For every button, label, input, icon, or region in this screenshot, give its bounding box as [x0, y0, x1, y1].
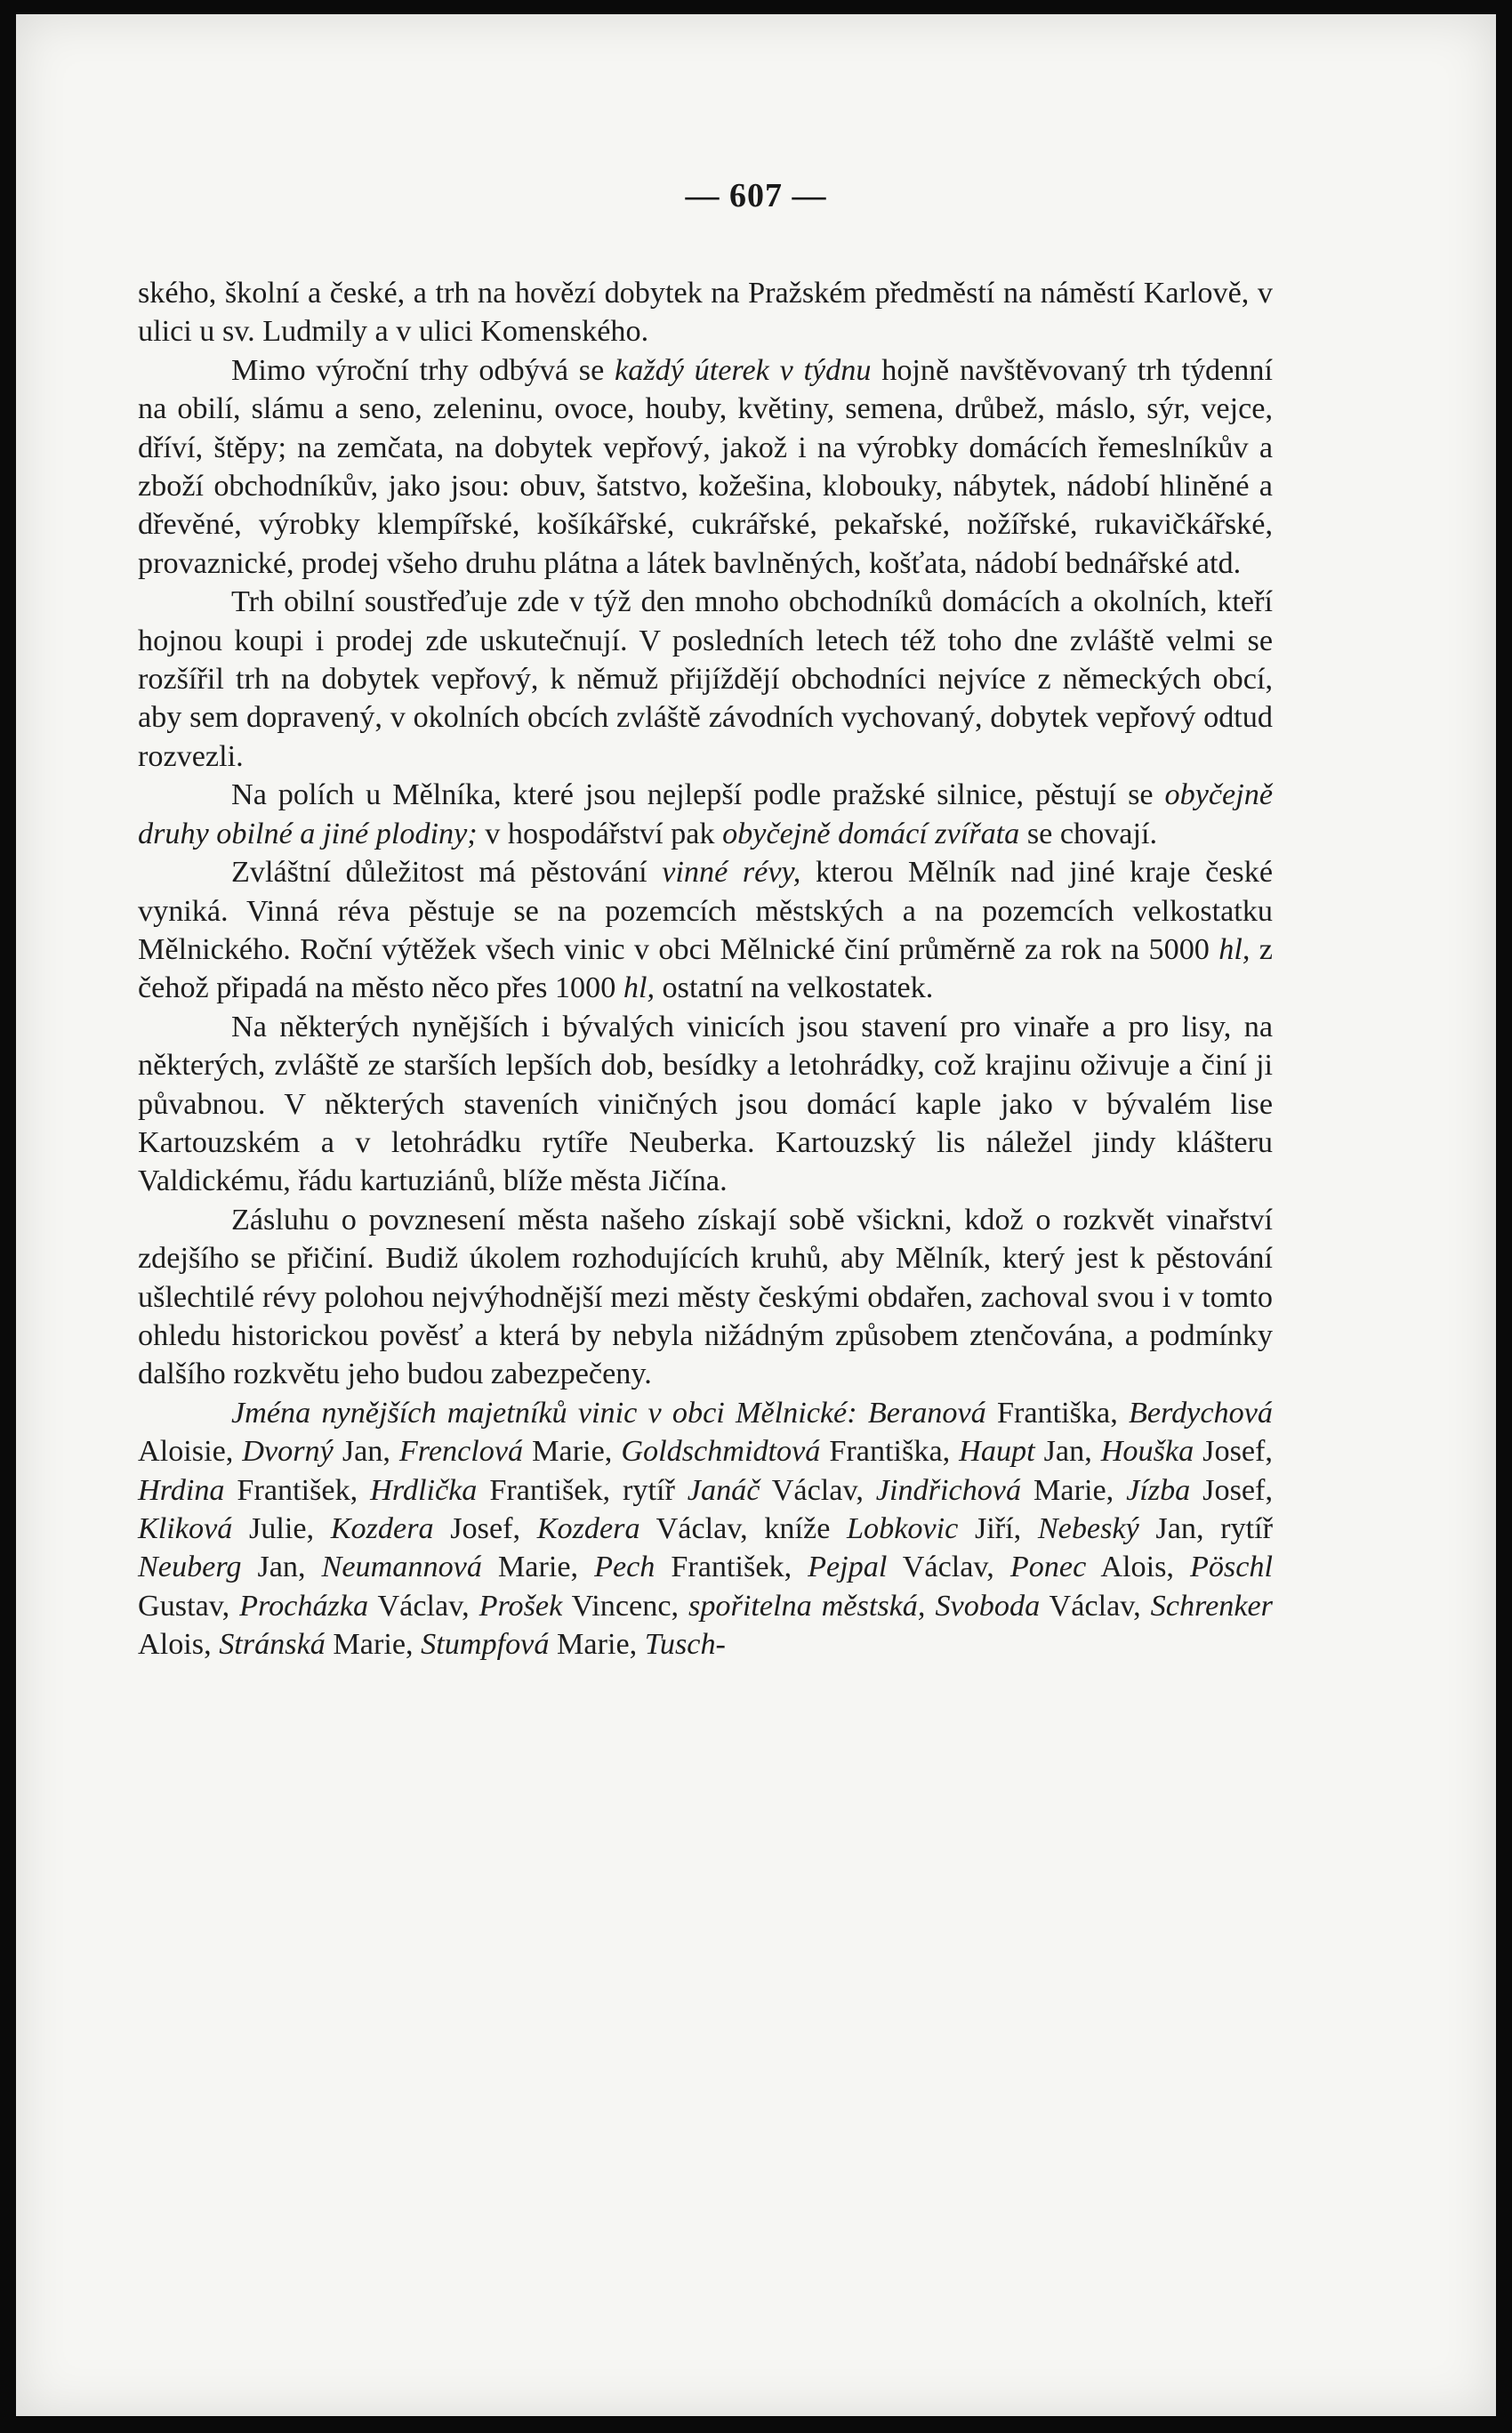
owner-name: Svoboda [935, 1589, 1041, 1623]
paragraph-1: ského, školní a české, a trh na hovězí dobytek na Pražském předměstí na náměstí Karlově, v ulici u sv. Ludmily a v ulici Komenského. [138, 277, 1273, 349]
text-segment: Julie, [232, 1512, 331, 1545]
owner-name: Prošek [479, 1589, 563, 1623]
text-segment: Vincenc, [562, 1589, 689, 1623]
emphasis: Jména nynějších majetníků vinic v obci Mělnické: Beranová [231, 1396, 986, 1430]
owner-name: Kliková [138, 1512, 233, 1545]
owner-name: Neumannová [321, 1551, 482, 1584]
text-segment: Jiří, [958, 1512, 1038, 1545]
owner-name: Kozdera [536, 1512, 640, 1545]
owner-name: Pejpal [808, 1551, 888, 1584]
owner-name: Haupt [959, 1435, 1035, 1469]
text-segment: Václav, [368, 1589, 479, 1623]
text-segment: Jan, [1034, 1435, 1101, 1469]
owner-name: Nebeský [1037, 1512, 1139, 1545]
owner-name: spořitelna městská, [688, 1589, 926, 1623]
text-segment: Marie, [549, 1628, 645, 1662]
emphasis: vinné révy, [662, 856, 801, 890]
owner-name: Schrenker [1150, 1589, 1273, 1623]
text-segment: Jan, rytíř [1138, 1512, 1273, 1545]
owner-name: Ponec [1009, 1551, 1087, 1584]
owner-name: Hrdina [138, 1473, 225, 1507]
paragraph-2 [138, 351, 1273, 583]
text-segment: kterou Mělník nad jiné kraje české vyniká. Vinná réva pěstuje se na pozemcích městských a na pozemcích velkostatku Mělnického. Roční výtěžek všech vinic v obci Mělnické činí průměrně za rok na 5000 [138, 856, 1273, 966]
text-segment: Josef, [433, 1512, 537, 1545]
paragraph-7: Zásluhu o povznesení města našeho získají sobě všickni, kdož o rozkvět vinařství zdejšího se přičiní. Budiž úkolem rozhodujících kruhů, aby Mělník, který jest k pěstování ušlechtilé révy polohou nejvýhodnější mezi městy českými obdařen, zachoval svou i v tomto ohledu historickou pověsť a která by nebyla nižádným způsobem ztenčována, a podmínky dalšího rozkvětu jeho budou zabezpečeny. [138, 1203, 1273, 1391]
owner-name: Tusch- [644, 1628, 726, 1662]
text-segment: Josef, [1194, 1435, 1273, 1469]
book-page [16, 14, 1496, 2416]
paragraph-8-owners-list [138, 1394, 1273, 1664]
owner-name: Stumpfová [421, 1628, 550, 1662]
owner-name: Stránská [219, 1628, 326, 1662]
emphasis: každý úterek v týdnu [615, 353, 872, 387]
owner-name: Goldschmidtová [621, 1435, 821, 1469]
text-segment: Alois, [138, 1628, 220, 1662]
page-number: — 607 — [685, 177, 827, 214]
text-segment: Jan, [241, 1551, 322, 1584]
text-segment: Mimo výroční trhy odbývá se [231, 353, 615, 387]
text-segment: Františka, [985, 1396, 1129, 1430]
text-segment: František, rytíř [477, 1473, 688, 1507]
owner-name: Dvorný [242, 1435, 334, 1469]
paragraph-6: Na některých nynějších i bývalých vinicích jsou stavení pro vinaře a pro lisy, na některých, zvláště ze starších lepších dob, besídky a letohrádky, což krajinu oživuje a činí ji půvabnou. V některých staveních viničných jsou domácí kaple jako v bývalém lise Kartouzském a v letohrádku rytíře Neuberka. Kartouzský lis náležel jindy klášteru Valdickému, řádu kartuziánů, blíže města Jičína. [138, 1010, 1273, 1198]
body-text [138, 274, 1273, 1664]
owner-name: Pech [594, 1551, 655, 1584]
owner-name: Hrdlička [370, 1473, 478, 1507]
text-segment: Zvláštní důležitost má pěstování [231, 856, 663, 890]
owner-name: Neuberg [138, 1551, 242, 1584]
text-segment: Alois, [1086, 1551, 1190, 1584]
text-segment: se chovají. [1019, 817, 1158, 850]
text-segment: Gustav, [138, 1589, 240, 1623]
text-segment: Marie, [325, 1628, 422, 1662]
owner-name: Jindřichová [875, 1473, 1022, 1507]
text-segment: ostatní na velkostatek. [655, 971, 934, 1005]
owner-name: Lobkovic [847, 1512, 959, 1545]
text-segment [925, 1590, 935, 1623]
text-segment: Václav, [887, 1551, 1010, 1584]
text-segment: v hospodářství pak [477, 817, 723, 850]
paragraph-5 [138, 853, 1273, 1008]
text-segment: Marie, [481, 1551, 595, 1584]
owner-name: Houška [1100, 1435, 1194, 1469]
emphasis: obyčejně domácí zvířata [722, 817, 1020, 850]
owner-name: Pöschl [1189, 1551, 1273, 1584]
owner-name: Jízba [1126, 1473, 1191, 1507]
emphasis: hl, [623, 971, 655, 1005]
owner-name: Procházka [239, 1589, 369, 1623]
text-segment: Václav, [1040, 1589, 1151, 1623]
text-segment: František, [655, 1551, 808, 1584]
owner-name: Kozdera [330, 1512, 434, 1545]
text-segment: Marie, [523, 1435, 622, 1469]
text-segment: Jan, [333, 1435, 399, 1469]
text-segment: hojně navštěvovaný trh týdenní na obilí, slámu a seno, zeleninu, ovoce, houby, květiny, semena, drůbež, máslo, sýr, vejce, dříví, štěpy; na zemčata, na dobytek vepřový, jakož i na výrobky domácích řemeslníkův a zboží obchodníkův, jako jsou: obuv, šatstvo, kožešina, klobouky, nábytek, nádobí hliněné a dřevěné, výrobky klempířské, košíkářské, cukrářské, pekařské, nožířské, rukavičkářské, provaznické, prodej všeho druhu plátna a látek bavlněných, košťata, nádobí bednářské atd. [138, 353, 1273, 580]
text-segment: Na polích u Mělníka, které jsou nejlepší podle pražské silnice, pěstují se [231, 778, 1165, 812]
text-segment: Václav, kníže [639, 1512, 848, 1545]
owner-name: Frenclová [398, 1435, 524, 1469]
emphasis: hl, [1218, 932, 1251, 966]
text-segment: Aloisie, [138, 1435, 243, 1469]
text-segment: z čehož připadá na město něco přes 1000 [138, 932, 1273, 1005]
owner-name: Janáč [687, 1473, 760, 1507]
owner-name: Berdychová [1128, 1396, 1273, 1430]
text-segment: Václav, [760, 1473, 876, 1507]
text-segment: Josef, [1190, 1473, 1273, 1507]
paragraph-3: Trh obilní soustřeďuje zde v týž den mnoho obchodníků domácích a okolních, kteří hojnou koupi i prodej zde uskutečnují. V posledních letech též toho dne zvláště velmi se rozšířil trh na dobytek vepřový, k němuž přijíždějí obchodníci nejvíce z německých obcí, aby sem dopravený, v okolních obcích zvláště závodních vychovaný, dobytek vepřový odtud rozvezli. [138, 585, 1273, 773]
text-segment: Marie, [1021, 1473, 1127, 1507]
paragraph-4 [138, 776, 1273, 853]
emphasis: obyčejně druhy obilné a jiné plodiny; [138, 778, 1273, 850]
text-segment: František, [224, 1473, 371, 1507]
text-segment: Františka, [820, 1435, 960, 1469]
